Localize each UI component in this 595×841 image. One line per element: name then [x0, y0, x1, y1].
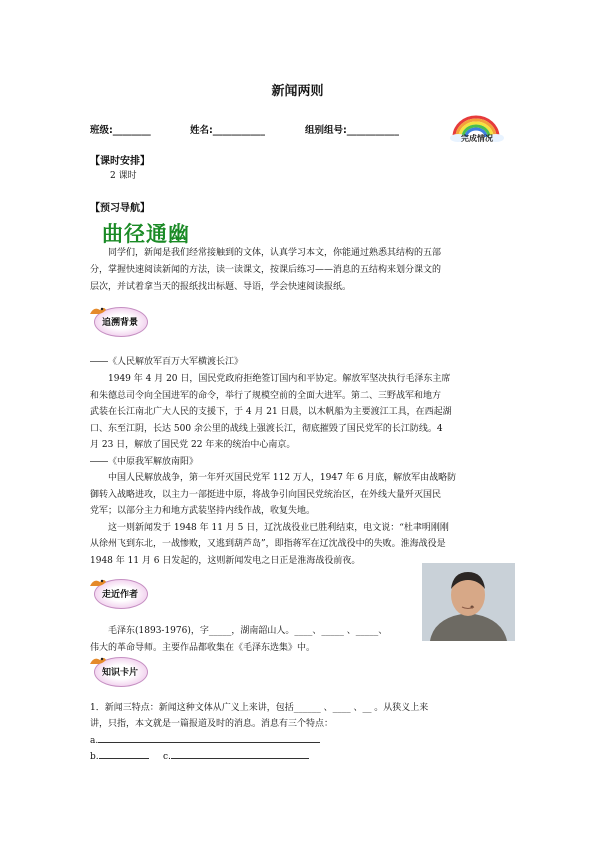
section-big-title: 曲径通幽 [102, 221, 190, 246]
bg-item1-line-2: 和朱德总司令向全国进军的命令，举行了规模空前的全面大进军。第二、三野战军和地方 [90, 391, 442, 401]
author-line-1: 毛泽东(1893-1976)，字_____，湖南韶山人。____、_____ 、_____、 [90, 626, 388, 636]
author-badge [88, 574, 148, 608]
answer-a-label: a. [90, 736, 99, 746]
class-field[interactable]: 班级:________ [90, 125, 151, 136]
answer-b-blank[interactable] [99, 748, 149, 759]
knowledge-line-1: 1．新闻三特点：新闻这种文体从广义上来讲，包括______ 、____ 、__ 。从狭义上来 [90, 703, 429, 713]
bg-item1-line-3: 武装在长江南北广大人民的支援下，于 4 月 21 日晨，以木帆船为主要渡江工具，在西起湖 [90, 407, 452, 417]
name-field[interactable]: 姓名:___________ [190, 125, 266, 136]
bg-item2-line-5: 从徐州飞到东北，一战惨败，又逃到葫芦岛”，即指蒋军在辽沈战役中的失败。淮海战役是 [90, 539, 446, 549]
bg-item2-title: ――《中原我军解放南阳》 [90, 457, 199, 467]
answer-c-label: c. [163, 752, 171, 762]
knowledge-line-2: 讲，只指，本文就是一篇报道及时的消息。消息有三个特点： [90, 719, 334, 729]
background-badge [88, 302, 148, 336]
bg-item2-line-6: 1948 年 11 月 6 日发起的，这则新闻发电之日正是淮海战役前夜。 [90, 556, 361, 566]
schedule-value: 2 课时 [110, 171, 137, 181]
bg-item2-line-2: 御转入战略进攻，以主力一部挺进中原，将战争引向国民党统治区，在外线大量歼灭国民 [90, 490, 442, 500]
group-field[interactable]: 组别组号:___________ [305, 125, 400, 136]
answer-b[interactable] [90, 748, 149, 762]
completion-badge-text: 完成情况 [461, 134, 493, 143]
answer-c[interactable] [163, 748, 309, 762]
preview-line-3: 层次，并试着拿当天的报纸找出标题、导语，学会快速阅读报纸。 [90, 282, 352, 292]
preview-heading: 【预习导航】 [90, 203, 150, 214]
author-portrait [422, 563, 515, 641]
bg-item2-line-1: 中国人民解放战争，第一年歼灭国民党军 112 万人，1947 年 6 月底，解放军由战略防 [90, 473, 457, 483]
knowledge-badge-label: 知识卡片 [101, 668, 138, 678]
knowledge-badge [88, 652, 148, 686]
bg-item1-line-1: 1949 年 4 月 20 日，国民党政府拒绝签订国内和平协定。解放军坚决执行毛泽东主席 [90, 374, 451, 384]
completion-badge [448, 113, 506, 145]
answer-a[interactable] [90, 732, 320, 746]
bg-item1-title: ――《人民解放军百万大军横渡长江》 [90, 357, 244, 367]
preview-line-2: 分，掌握快速阅读新闻的方法，读一读课文，按课后练习——消息的五结构来划分课文的 [90, 265, 442, 275]
bg-item1-line-4: 口、东至江阴，长达 500 余公里的战线上强渡长江，彻底摧毁了国民党军的长江防线。4 [90, 424, 443, 434]
background-badge-label: 追溯背景 [101, 318, 138, 328]
bg-item1-line-5: 月 23 日，解放了国民党 22 年来的统治中心南京。 [90, 440, 296, 450]
preview-line-1: 同学们，新闻是我们经常接触到的文体，认真学习本文，你能通过熟悉其结构的五部 [90, 248, 442, 258]
author-line-2: 伟大的革命导师。主要作品都收集在《毛泽东选集》中。 [90, 643, 316, 653]
bg-item2-line-4: 这一则新闻发于 1948 年 11 月 5 日，辽沈战役业已胜利结束，电文说：“杜聿明刚刚 [90, 523, 449, 533]
bg-item2-line-3: 党军；以部分主力和地方武装坚持内线作战，收复失地。 [90, 506, 316, 516]
answer-a-blank[interactable] [98, 732, 320, 743]
rainbow-icon [448, 113, 506, 145]
answer-b-label: b. [90, 752, 99, 762]
page-title: 新闻两则 [271, 84, 324, 99]
answer-c-blank[interactable] [171, 748, 309, 759]
schedule-heading: 【课时安排】 [90, 156, 150, 167]
author-badge-label: 走近作者 [101, 590, 138, 600]
